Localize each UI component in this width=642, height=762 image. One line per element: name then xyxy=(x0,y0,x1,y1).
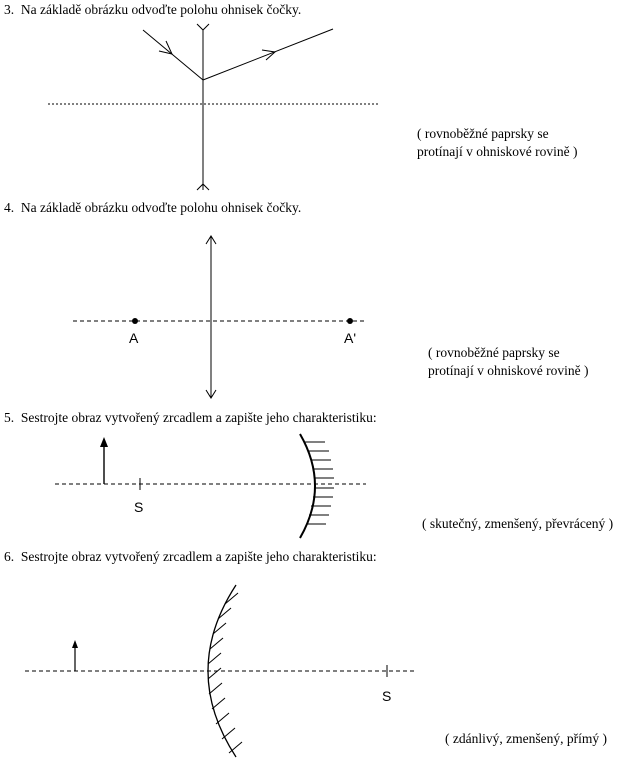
figure-3-incident-ray xyxy=(143,30,203,80)
figure-5-concave-mirror xyxy=(55,434,366,538)
task-3-number: 3. xyxy=(4,2,15,17)
task-6-answer: ( zdánlivý, zmenšený, přímý ) xyxy=(445,731,607,746)
task-3-answer-line-1: ( rovnoběžné paprsky se xyxy=(417,126,549,141)
task-5-center-label: S xyxy=(134,499,144,515)
task-6-text: Sestrojte obraz vytvořený zrcadlem a zapište jeho charakteristiku: xyxy=(20,549,377,564)
figure-3-diverging-lens xyxy=(48,24,380,190)
point-a-prime-dot xyxy=(347,318,353,324)
task-4-answer-line-1: ( rovnoběžné paprsky se xyxy=(428,345,560,360)
task-6-center-label: S xyxy=(382,688,392,704)
task-5-answer: ( skutečný, zmenšený, převrácený ) xyxy=(422,516,614,531)
task-6-number: 6. xyxy=(4,549,15,564)
point-a-dot xyxy=(132,318,138,324)
figure-5-mirror-surface xyxy=(300,434,315,538)
task-4-number: 4. xyxy=(4,200,15,215)
task-3-text: Na základě obrázku odvoďte polohu ohnisek čočky. xyxy=(20,2,302,17)
figure-3-lens-top-end xyxy=(197,24,209,30)
figure-6-mirror-hatching xyxy=(208,593,242,753)
point-a-prime-label: A' xyxy=(344,330,357,346)
task-5-number: 5. xyxy=(4,410,15,425)
figure-5-object-arrow-head xyxy=(100,437,108,447)
task-4-text: Na základě obrázku odvoďte polohu ohnisek čočky. xyxy=(20,200,302,215)
point-a-label: A xyxy=(129,330,139,346)
task-3-answer-line-2: protínají v ohniskové rovině ) xyxy=(417,144,578,159)
task-4-answer-line-2: protínají v ohniskové rovině ) xyxy=(428,363,589,378)
figure-3-refracted-ray xyxy=(203,29,333,80)
figure-6-object-arrow-head xyxy=(72,640,78,648)
figure-6-convex-mirror xyxy=(25,585,417,757)
task-5-text: Sestrojte obraz vytvořený zrcadlem a zapište jeho charakteristiku: xyxy=(20,410,377,425)
figure-4-converging-lens xyxy=(73,236,365,398)
figure-3-refracted-ray-arrow xyxy=(262,50,275,60)
